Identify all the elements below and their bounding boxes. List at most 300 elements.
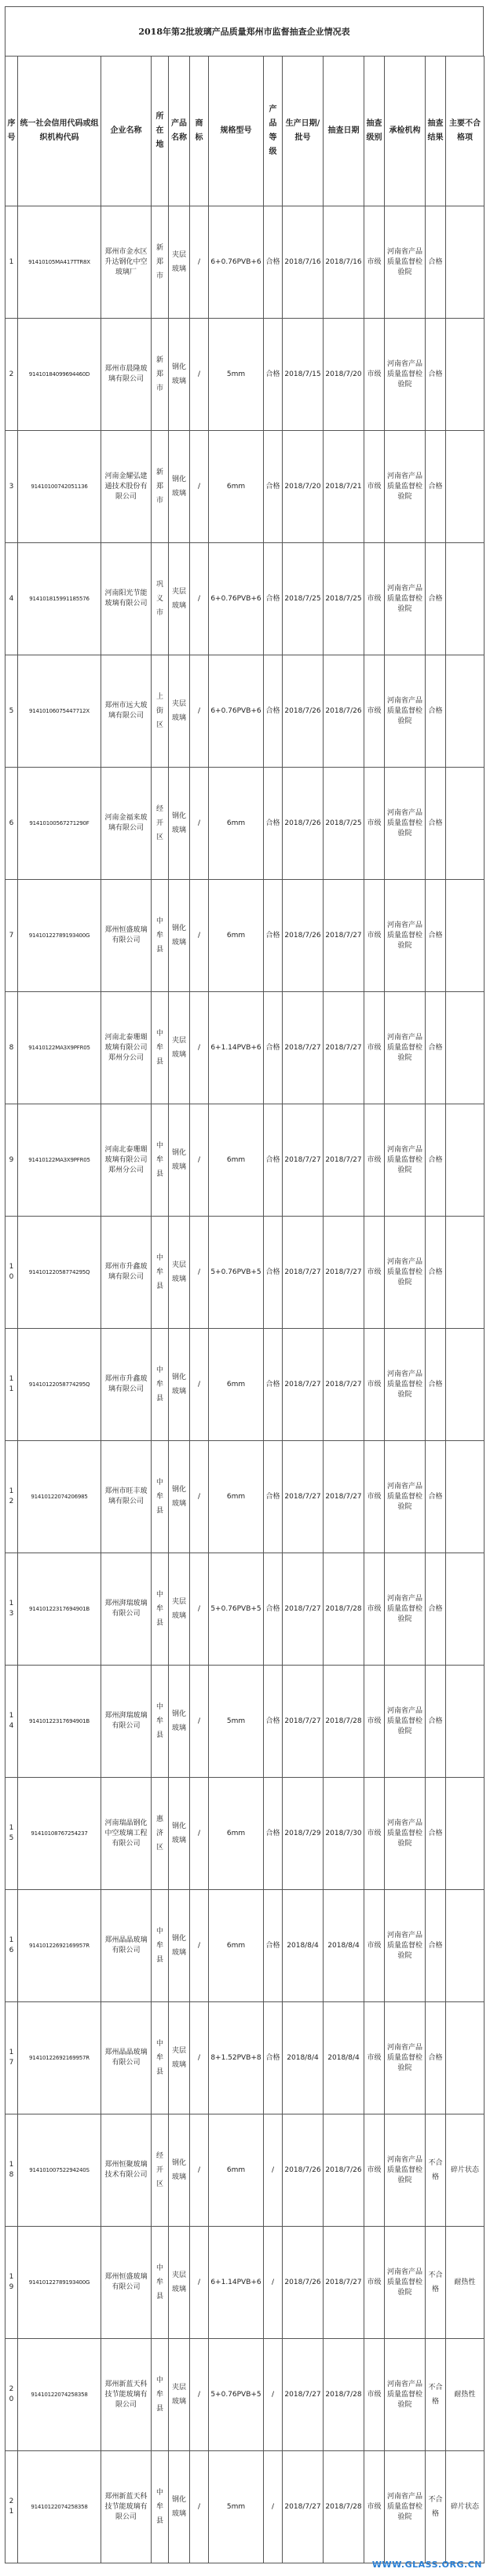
table-cell: 2018/7/27 (283, 1329, 324, 1441)
table-cell: 中牟县 (152, 2451, 169, 2563)
table-cell: / (190, 2451, 209, 2563)
table-cell (446, 1666, 485, 1778)
table-cell: 91410122692169957R (18, 1890, 101, 2002)
table-cell: 郑州晶晶玻璃有限公司 (101, 2002, 152, 2114)
table-cell: 2018/7/27 (283, 1441, 324, 1553)
table-cell: 钢化玻璃 (169, 768, 190, 880)
table-cell: 中牟县 (152, 1890, 169, 2002)
table-cell: 河南省产品质量监督检验院 (385, 2002, 426, 2114)
table-cell: 郑州新蓝天科技节能玻璃有限公司 (101, 2451, 152, 2563)
table-cell: 合格 (264, 206, 283, 319)
table-row (5, 1329, 485, 1441)
table-cell: 中牟县 (152, 1104, 169, 1217)
table-cell: 合格 (264, 1217, 283, 1329)
table-cell: 合格 (264, 1553, 283, 1666)
table-cell: 河南省产品质量监督检验院 (385, 2339, 426, 2451)
table-body (5, 206, 485, 2563)
table-cell: 中牟县 (152, 880, 169, 992)
table-cell: 夹层玻璃 (169, 2339, 190, 2451)
table-cell: 河南瑞晶钢化中空玻璃工程有限公司 (101, 1778, 152, 1890)
table-cell: 2018/7/28 (324, 2339, 364, 2451)
table-cell (446, 655, 485, 768)
table-cell: 合格 (264, 2002, 283, 2114)
table-cell: 中牟县 (152, 1217, 169, 1329)
table-cell (446, 1441, 485, 1553)
table-cell (446, 1217, 485, 1329)
table-cell: 6 (5, 768, 18, 880)
table-row (5, 1553, 485, 1666)
table-row (5, 880, 485, 992)
table-cell: 6mm (209, 1778, 264, 1890)
table-cell: 市级 (364, 1778, 385, 1890)
table-cell: 91410184099694460D (18, 319, 101, 431)
table-cell: 5+0.76PVB+5 (209, 1217, 264, 1329)
table-cell: 市级 (364, 206, 385, 319)
table-cell: 6mm (209, 1441, 264, 1553)
table-cell: 2018/7/27 (324, 992, 364, 1104)
table-cell: 市级 (364, 431, 385, 543)
table-cell: / (264, 2114, 283, 2227)
table-cell: 巩义市 (152, 543, 169, 655)
table-cell: 6+0.76PVB+6 (209, 655, 264, 768)
table-cell: 合格 (426, 1666, 446, 1778)
table-cell: 4 (5, 543, 18, 655)
header-cell: 序号 (5, 57, 18, 206)
table-cell: / (190, 1441, 209, 1553)
table-cell: 2018/7/27 (283, 1553, 324, 1666)
table-cell: / (190, 543, 209, 655)
table-cell: 5 (5, 655, 18, 768)
table-cell: 新郑市 (152, 431, 169, 543)
table-row (5, 768, 485, 880)
table-cell: 郑州市升鑫玻璃有限公司 (101, 1217, 152, 1329)
table-cell: 合格 (264, 1104, 283, 1217)
table-cell: 14 (5, 1666, 18, 1778)
table-cell: 河南北泰珊瑚玻璃有限公司郑州分公司 (101, 992, 152, 1104)
table-cell: 市级 (364, 543, 385, 655)
table-cell: 6mm (209, 2114, 264, 2227)
table-cell: 合格 (264, 992, 283, 1104)
table-cell: 中牟县 (152, 1329, 169, 1441)
table-cell: 市级 (364, 1217, 385, 1329)
table-cell: 新郑市 (152, 319, 169, 431)
table-cell: 不合格 (426, 2114, 446, 2227)
table-cell (446, 319, 485, 431)
table-cell (446, 2002, 485, 2114)
table-cell: 河南省产品质量监督检验院 (385, 1329, 426, 1441)
table-cell: 91410105MA417TTR8X (18, 206, 101, 319)
report-title: 2018年第2批玻璃产品质量郑州市监督抽查企业情况表 (5, 6, 484, 56)
header-row (5, 57, 485, 206)
table-cell: 河南省产品质量监督检验院 (385, 2227, 426, 2339)
table-cell: / (190, 1890, 209, 2002)
table-cell: 91410122692169957R (18, 2002, 101, 2114)
table-cell: 市级 (364, 992, 385, 1104)
table-cell: 15 (5, 1778, 18, 1890)
table-cell: 91410122789193400G (18, 880, 101, 992)
table-cell: / (190, 1104, 209, 1217)
table-cell: 碎片状态 (446, 2451, 485, 2563)
table-cell: 91410108767254237 (18, 1778, 101, 1890)
table-cell: 市级 (364, 2114, 385, 2227)
table-row (5, 2002, 485, 2114)
table-cell: 市级 (364, 1441, 385, 1553)
table-cell: 碎片状态 (446, 2114, 485, 2227)
table-cell: 市级 (364, 1666, 385, 1778)
table-cell: / (190, 880, 209, 992)
table-row (5, 1778, 485, 1890)
table-cell: 河南阳光节能玻璃有限公司 (101, 543, 152, 655)
table-cell: 2018/7/26 (283, 768, 324, 880)
table-cell: 钢化玻璃 (169, 319, 190, 431)
table-row (5, 1666, 485, 1778)
table-cell: 2018/8/4 (283, 2002, 324, 2114)
table-cell: 市级 (364, 2339, 385, 2451)
table-cell: 河南省产品质量监督检验院 (385, 1890, 426, 2002)
table-cell: 河南省产品质量监督检验院 (385, 1666, 426, 1778)
table-cell: 2018/7/21 (324, 431, 364, 543)
table-cell: 市级 (364, 880, 385, 992)
table-cell: 合格 (426, 1778, 446, 1890)
table-cell: 河南省产品质量监督检验院 (385, 1104, 426, 1217)
table-cell: 5mm (209, 1666, 264, 1778)
table-cell: 郑州恒聚玻璃技术有限公司 (101, 2114, 152, 2227)
table-cell: / (190, 655, 209, 768)
table-cell: 6mm (209, 1890, 264, 2002)
table-cell: 6mm (209, 1329, 264, 1441)
table-cell: 2018/7/28 (324, 1553, 364, 1666)
table-cell: 12 (5, 1441, 18, 1553)
table-cell: 郑州市晨隆玻璃有限公司 (101, 319, 152, 431)
table-cell: 夹层玻璃 (169, 992, 190, 1104)
table-cell: 合格 (264, 319, 283, 431)
table-cell (446, 1778, 485, 1890)
table-cell: 中牟县 (152, 1441, 169, 1553)
header-cell: 产品名称 (169, 57, 190, 206)
table-cell: 合格 (426, 1441, 446, 1553)
table-cell: 91410100752294240S (18, 2114, 101, 2227)
table-cell: 2018/7/27 (324, 2227, 364, 2339)
table-cell: 河南省产品质量监督检验院 (385, 655, 426, 768)
table-cell: 钢化玻璃 (169, 1890, 190, 2002)
table-cell: 郑州恒盛玻璃有限公司 (101, 880, 152, 992)
table-cell: 钢化玻璃 (169, 2114, 190, 2227)
table-cell: / (190, 2114, 209, 2227)
table-cell: 郑州市升鑫玻璃有限公司 (101, 1329, 152, 1441)
table-cell: 91410122MA3X9PFR05 (18, 992, 101, 1104)
table-row (5, 2114, 485, 2227)
table-cell: 市级 (364, 2451, 385, 2563)
table-cell: 2018/7/27 (283, 2339, 324, 2451)
table-cell: 中牟县 (152, 1666, 169, 1778)
table-row (5, 1104, 485, 1217)
table-cell: 中牟县 (152, 992, 169, 1104)
table-cell: 2018/7/26 (283, 880, 324, 992)
table-cell: 郑州恒盛玻璃有限公司 (101, 2227, 152, 2339)
table-cell: 2018/7/28 (324, 1666, 364, 1778)
table-cell: 91410122317694901B (18, 1666, 101, 1778)
table-cell: 91410122074206985 (18, 1441, 101, 1553)
table-cell: 7 (5, 880, 18, 992)
table-cell (446, 206, 485, 319)
table-cell: 合格 (426, 1553, 446, 1666)
table-cell: 91410122317694901B (18, 1553, 101, 1666)
table-cell: 6+0.76PVB+6 (209, 206, 264, 319)
table-cell: 郑州市金水区升达钢化中空玻璃厂 (101, 206, 152, 319)
table-cell: 2018/7/27 (283, 2451, 324, 2563)
table-cell: 惠济区 (152, 1778, 169, 1890)
table-cell: 合格 (426, 1217, 446, 1329)
table-cell: / (190, 319, 209, 431)
table-row (5, 206, 485, 319)
table-cell: 合格 (426, 880, 446, 992)
table-cell: / (190, 1329, 209, 1441)
table-cell: 2018/7/27 (324, 880, 364, 992)
table-cell: 9 (5, 1104, 18, 1217)
table-cell (446, 431, 485, 543)
header-cell: 抽查结果 (426, 57, 446, 206)
table-cell: 市级 (364, 1104, 385, 1217)
table-cell: 市级 (364, 768, 385, 880)
table-cell: 中牟县 (152, 2339, 169, 2451)
table-cell: / (190, 431, 209, 543)
table-cell: 2018/8/4 (324, 1890, 364, 2002)
table-cell: 91410122MA3X9PFR05 (18, 1104, 101, 1217)
table-cell: 市级 (364, 1553, 385, 1666)
table-cell: 郑州市旺丰玻璃有限公司 (101, 1441, 152, 1553)
table-cell (446, 543, 485, 655)
table-cell: 夹层玻璃 (169, 655, 190, 768)
table-cell: 91410122074258358 (18, 2339, 101, 2451)
table-cell: 郑州湃瑞玻璃有限公司 (101, 1553, 152, 1666)
header-cell: 商标 (190, 57, 209, 206)
table-cell: 河南省产品质量监督检验院 (385, 768, 426, 880)
table-cell: 91410122074258358 (18, 2451, 101, 2563)
table-cell: / (190, 1666, 209, 1778)
header-cell: 抽查级别 (364, 57, 385, 206)
table-cell: 耐热性 (446, 2339, 485, 2451)
table-cell: 合格 (426, 1329, 446, 1441)
table-cell: 钢化玻璃 (169, 1441, 190, 1553)
table-cell: 钢化玻璃 (169, 1329, 190, 1441)
table-cell: 郑州晶晶玻璃有限公司 (101, 1890, 152, 2002)
table-cell: 5+0.76PVB+5 (209, 1553, 264, 1666)
table-cell: 钢化玻璃 (169, 1778, 190, 1890)
table-cell: 2018/7/27 (283, 992, 324, 1104)
header-cell: 抽查日期 (324, 57, 364, 206)
table-cell: / (190, 1778, 209, 1890)
table-row (5, 1890, 485, 2002)
table-cell (446, 768, 485, 880)
table-cell: 6+1.14PVB+6 (209, 992, 264, 1104)
header-cell: 生产日期/批号 (283, 57, 324, 206)
table-cell: 河南金耀弘建通技术股份有限公司 (101, 431, 152, 543)
table-row (5, 1441, 485, 1553)
table-cell: 郑州新蓝天科技节能玻璃有限公司 (101, 2339, 152, 2451)
header-cell: 所在地 (152, 57, 169, 206)
table-cell: 合格 (264, 1666, 283, 1778)
table-row (5, 431, 485, 543)
table-cell (446, 1553, 485, 1666)
table-cell (446, 992, 485, 1104)
table-cell: 91410100742051136 (18, 431, 101, 543)
table-cell: 郑州湃瑞玻璃有限公司 (101, 1666, 152, 1778)
table-cell: 河南省产品质量监督检验院 (385, 543, 426, 655)
table-cell: 合格 (264, 768, 283, 880)
table-cell: 河南省产品质量监督检验院 (385, 880, 426, 992)
table-cell: 13 (5, 1553, 18, 1666)
table-cell: 郑州市远大玻璃有限公司 (101, 655, 152, 768)
table-cell: 2018/7/28 (324, 2451, 364, 2563)
table-cell: 中牟县 (152, 2227, 169, 2339)
table-cell: 合格 (264, 1329, 283, 1441)
table-cell: 钢化玻璃 (169, 1104, 190, 1217)
table-cell: / (190, 206, 209, 319)
table-cell: 2018/7/26 (283, 2114, 324, 2227)
table-cell: 夹层玻璃 (169, 1553, 190, 1666)
table-cell: 河南省产品质量监督检验院 (385, 431, 426, 543)
table-cell: 合格 (426, 1890, 446, 2002)
table-cell: 2018/7/29 (283, 1778, 324, 1890)
table-cell: 2018/7/27 (324, 1441, 364, 1553)
table-cell: 合格 (426, 992, 446, 1104)
table-cell: / (264, 2451, 283, 2563)
table-cell: 2018/7/26 (324, 2114, 364, 2227)
table-cell: 河南金福来玻璃有限公司 (101, 768, 152, 880)
table-cell: 2018/7/27 (324, 1104, 364, 1217)
table-cell: 2018/7/26 (324, 655, 364, 768)
table-cell: 1 (5, 206, 18, 319)
header-cell: 企业名称 (101, 57, 152, 206)
table-cell: / (190, 768, 209, 880)
table-cell: 合格 (264, 1778, 283, 1890)
table-cell: 市级 (364, 655, 385, 768)
table-cell: 河南省产品质量监督检验院 (385, 1778, 426, 1890)
table-cell: 5mm (209, 319, 264, 431)
table-cell: / (190, 2339, 209, 2451)
table-cell: 河南省产品质量监督检验院 (385, 206, 426, 319)
table-cell: 16 (5, 1890, 18, 2002)
table-cell: 2018/8/4 (283, 1890, 324, 2002)
table-cell: 钢化玻璃 (169, 880, 190, 992)
table-cell: 6mm (209, 431, 264, 543)
inspection-table (5, 56, 485, 2563)
table-cell: 中牟县 (152, 2002, 169, 2114)
table-cell: / (190, 2002, 209, 2114)
table-cell: 钢化玻璃 (169, 431, 190, 543)
table-cell: 合格 (426, 431, 446, 543)
table-row (5, 319, 485, 431)
table-cell: 2018/7/15 (283, 319, 324, 431)
report-sheet (5, 6, 484, 2563)
table-cell (446, 1890, 485, 2002)
table-cell: 2018/7/27 (283, 1666, 324, 1778)
table-cell: 2018/7/27 (324, 1329, 364, 1441)
table-cell: 6+1.14PVB+6 (209, 2227, 264, 2339)
table-cell: 6+0.76PVB+6 (209, 543, 264, 655)
table-cell: 2018/7/25 (324, 543, 364, 655)
table-cell: 市级 (364, 1329, 385, 1441)
table-cell: 夹层玻璃 (169, 2227, 190, 2339)
table-cell: / (264, 2227, 283, 2339)
table-cell: 6mm (209, 880, 264, 992)
table-cell: 21 (5, 2451, 18, 2563)
table-cell (446, 1329, 485, 1441)
table-cell: 2018/7/25 (283, 543, 324, 655)
table-cell: 合格 (426, 206, 446, 319)
table-cell: 市级 (364, 1890, 385, 2002)
table-cell: 不合格 (426, 2227, 446, 2339)
table-cell: / (190, 992, 209, 1104)
table-cell: 合格 (426, 1104, 446, 1217)
table-cell: 新郑市 (152, 206, 169, 319)
table-cell: 河南北泰珊瑚玻璃有限公司郑州分公司 (101, 1104, 152, 1217)
table-cell: 8+1.52PVB+8 (209, 2002, 264, 2114)
table-cell: 中牟县 (152, 1553, 169, 1666)
table-cell: 合格 (426, 2002, 446, 2114)
table-cell: 河南省产品质量监督检验院 (385, 319, 426, 431)
table-cell: 经开区 (152, 768, 169, 880)
table-cell: 合格 (426, 655, 446, 768)
table-cell: 2018/7/20 (283, 431, 324, 543)
table-cell: 河南省产品质量监督检验院 (385, 1553, 426, 1666)
table-row (5, 2451, 485, 2563)
table-cell (446, 1104, 485, 1217)
table-cell: 20 (5, 2339, 18, 2451)
table-cell: 合格 (264, 431, 283, 543)
table-cell: 2018/7/20 (324, 319, 364, 431)
table-cell: 钢化玻璃 (169, 1666, 190, 1778)
table-cell: 2018/7/26 (283, 2227, 324, 2339)
header-cell: 规格型号 (209, 57, 264, 206)
table-cell: 合格 (264, 543, 283, 655)
header-cell: 主要不合格项 (446, 57, 485, 206)
table-cell: 夹层玻璃 (169, 2002, 190, 2114)
table-cell: 市级 (364, 319, 385, 431)
table-cell: 2018/8/4 (324, 2002, 364, 2114)
table-row (5, 992, 485, 1104)
table-cell: / (190, 2227, 209, 2339)
table-cell: 914101815991185576 (18, 543, 101, 655)
table-cell: 91410122058774295Q (18, 1217, 101, 1329)
table-cell: 不合格 (426, 2339, 446, 2451)
table-cell: 合格 (264, 1890, 283, 2002)
table-cell: 17 (5, 2002, 18, 2114)
table-cell: 合格 (264, 1441, 283, 1553)
table-cell: 91410122789193400G (18, 2227, 101, 2339)
table-cell: 夹层玻璃 (169, 543, 190, 655)
table-cell: 2018/7/30 (324, 1778, 364, 1890)
table-cell: 2018/7/27 (324, 1217, 364, 1329)
table-cell: 6mm (209, 768, 264, 880)
table-cell: 市级 (364, 2227, 385, 2339)
table-row (5, 655, 485, 768)
table-cell: 11 (5, 1329, 18, 1441)
table-cell: 5+0.76PVB+5 (209, 2339, 264, 2451)
table-cell: 河南省产品质量监督检验院 (385, 1217, 426, 1329)
table-cell: 经开区 (152, 2114, 169, 2227)
table-cell: 91410106075447712X (18, 655, 101, 768)
table-cell: 合格 (264, 880, 283, 992)
table-cell: 河南省产品质量监督检验院 (385, 2451, 426, 2563)
table-cell: / (190, 1553, 209, 1666)
header-cell: 承检机构 (385, 57, 426, 206)
table-row (5, 1217, 485, 1329)
table-cell: 5mm (209, 2451, 264, 2563)
table-cell: 河南省产品质量监督检验院 (385, 2114, 426, 2227)
table-cell: 3 (5, 431, 18, 543)
table-cell: 河南省产品质量监督检验院 (385, 1441, 426, 1553)
